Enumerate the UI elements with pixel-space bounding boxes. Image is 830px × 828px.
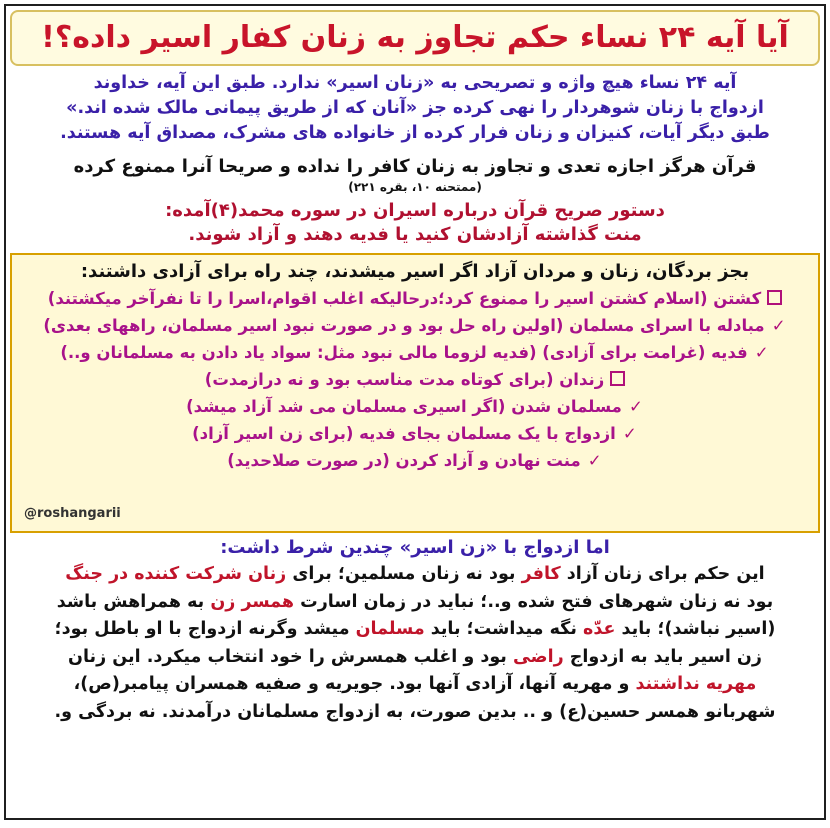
list-item-text: ازدواج با یک مسلمان بجای فدیه (برای زن اسیر آزاد) — [192, 424, 616, 443]
marriage-conditions-paragraph — [6, 561, 824, 726]
infographic — [4, 4, 826, 820]
text-segment: این حکم برای زنان آزاد — [560, 564, 765, 584]
surah-line: دستور صریح قرآن درباره اسیران در سوره محمد(۴)آمده: — [165, 200, 665, 221]
paragraph-line — [6, 699, 824, 727]
checkmark-icon: ✓ — [628, 397, 643, 416]
quran-references: (ممتحنه ۱۰، بقره ۲۲۱) — [348, 180, 482, 194]
intro-line: طبق دیگر آیات، کنیزان و زنان فرار کرده از خانواده های مشرک، مصداق آیه هستند. — [60, 123, 770, 143]
intro-line: آیه ۲۴ نساء هیچ واژه و تصریحی به «زنان اسیر» ندارد. طبق این آیه، خداوند — [93, 73, 737, 93]
list-item-text: زندان (برای کوتاه مدت مناسب بود و نه درازمدت) — [204, 370, 605, 389]
text-segment: بود و اغلب همسرش را خود انتخاب میکرد. این زنان — [68, 646, 513, 667]
list-item — [12, 447, 818, 474]
highlighted-phrase: زنان شرکت کننده در جنگ — [65, 564, 287, 584]
paragraph-line — [6, 561, 824, 589]
title-banner — [10, 10, 820, 66]
page-title: آیا آیه ۲۴ نساء حکم تجاوز به زنان کفار اسیر داده؟! — [41, 20, 789, 55]
highlighted-phrase: کافر — [521, 564, 561, 584]
text-segment: میشد وگرنه ازدواج با او باطل بود؛ — [54, 619, 356, 639]
freedom-ways-list — [12, 285, 818, 474]
list-item — [12, 312, 818, 339]
text-segment: بود نه زنان مسلمین؛ برای — [286, 564, 522, 584]
checkbox-icon — [767, 290, 782, 305]
text-segment: زن اسیر باید به ازدواج — [563, 646, 762, 667]
list-item — [12, 285, 818, 312]
highlighted-phrase: مسلمان — [355, 619, 425, 639]
text-segment: بود نه زنان شهرهای فتح شده و..؛ نباید در زمان اسارت — [294, 591, 774, 612]
highlighted-phrase: راضی — [512, 646, 564, 667]
list-item-text: مسلمان شدن (اگر اسیری مسلمان می شد آزاد میشد) — [186, 397, 622, 416]
intro-line: ازدواج با زنان شوهردار را نهی کرده جز «آنان که از طریق پیمانی مالک شده اند.» — [66, 98, 764, 118]
marriage-conditions-heading: اما ازدواج با «زن اسیر» چندین شرط داشت: — [220, 537, 610, 558]
text-segment: به همراهش باشد — [56, 591, 211, 612]
list-item — [12, 420, 818, 447]
text-segment: و مهریه آنها، آزادی آنها بود. جویریه و صفیه همسران پیامبر(ص)، — [73, 674, 636, 694]
paragraph-line — [6, 589, 824, 617]
list-item-text: مبادله با اسرای مسلمان (اولین راه حل بود و در صورت نبود اسیر مسلمان، راههای بعدی) — [43, 316, 765, 335]
surah-line: منت گذاشته آزادشان کنید یا فدیه دهند و آزاد شوند. — [188, 224, 642, 245]
freedom-ways-box — [10, 253, 820, 533]
checkbox-icon — [610, 371, 625, 386]
list-item-text: منت نهادن و آزاد کردن (در صورت صلاحدید) — [227, 451, 581, 470]
checkmark-icon: ✓ — [587, 451, 602, 470]
surah-muhammad-note — [6, 195, 824, 247]
paragraph-line — [6, 671, 824, 699]
list-item — [12, 366, 818, 393]
intro-paragraph — [6, 66, 824, 148]
text-segment: نگه میداشت؛ باید — [424, 619, 584, 639]
list-item — [12, 339, 818, 366]
highlighted-phrase: عدّه — [583, 619, 616, 639]
quran-statement: قرآن هرگز اجازه تعدی و تجاوز به زنان کافر را نداده و صریحا آنرا ممنوع کرده — [73, 156, 757, 177]
text-segment: شهربانو همسر حسین(ع) و .. بدین صورت، به ازدواج مسلمانان درآمدند. نه بردگی و. — [54, 701, 776, 722]
list-item — [12, 393, 818, 420]
list-item-text: کشتن (اسلام کشتن اسیر را ممنوع کرد؛درحالیکه اغلب اقوام،اسرا را تا نفرآخر میکشتند) — [47, 289, 762, 308]
box-heading: بجز بردگان، زنان و مردان آزاد اگر اسیر میشدند، چند راه برای آزادی داشتند: — [80, 261, 750, 282]
highlighted-phrase: مهریه نداشتند — [635, 674, 757, 694]
list-item-text: فدیه (غرامت برای آزادی) (فدیه لزوما مالی نبود مثل: سواد یاد دادن به مسلمانان و..) — [60, 343, 748, 362]
checkmark-icon: ✓ — [622, 424, 637, 443]
paragraph-line — [6, 644, 824, 672]
highlighted-phrase: همسر زن — [210, 591, 295, 612]
text-segment: (اسیر نباشد)؛ باید — [615, 619, 776, 639]
checkmark-icon: ✓ — [754, 343, 769, 362]
author-handle: @roshangarii — [24, 506, 121, 521]
checkmark-icon: ✓ — [771, 316, 786, 335]
paragraph-line — [6, 616, 824, 644]
